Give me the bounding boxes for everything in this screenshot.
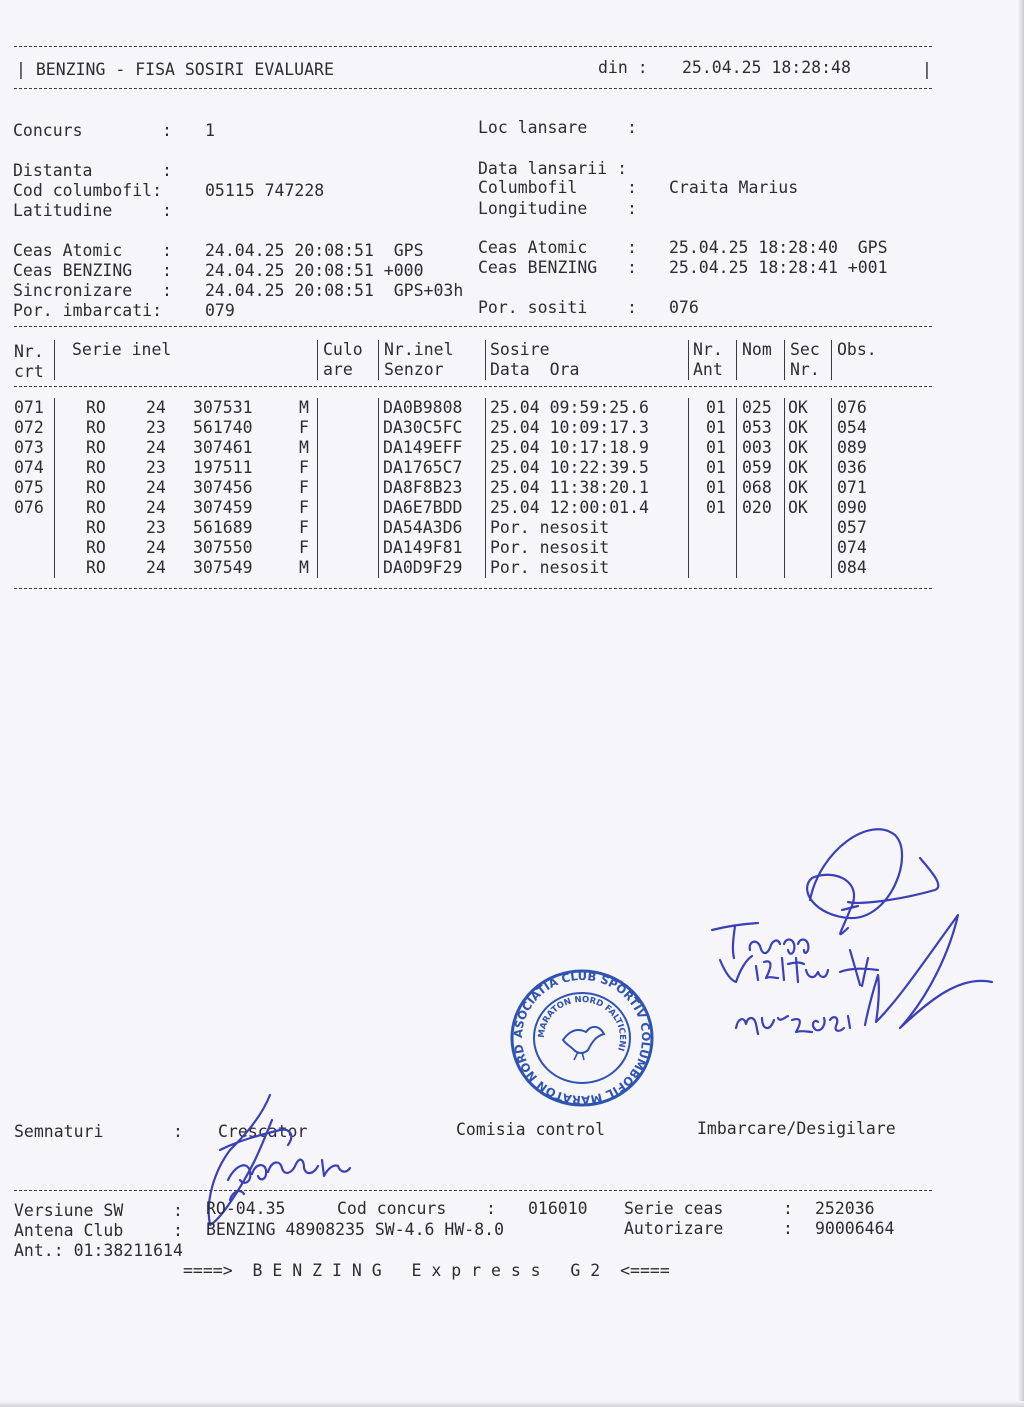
- cell-ant: 01: [706, 498, 726, 517]
- cell-year: 23: [146, 458, 166, 477]
- cell-ring: 307531: [193, 398, 253, 417]
- cell-sec: OK: [788, 398, 808, 417]
- cell-year: 24: [146, 398, 166, 417]
- date-label: din :: [598, 58, 648, 77]
- column-separator: [317, 340, 318, 380]
- col-nr-header: Nr.: [14, 342, 44, 361]
- info-value: 25.04.25 18:28:40 GPS: [669, 238, 888, 257]
- cell-nom: 068: [742, 478, 772, 497]
- cell-nr: 071: [14, 398, 44, 417]
- column-separator: [784, 340, 785, 380]
- paper-shadow-right: [1018, 0, 1024, 1407]
- cell-year: 24: [146, 558, 166, 577]
- cell-nr: 073: [14, 438, 44, 457]
- cell-sensor: DA30C5FC: [383, 418, 463, 437]
- cell-ring: 307549: [193, 558, 253, 577]
- cell-sec: OK: [788, 438, 808, 457]
- versiune-value: RO-04.35: [206, 1199, 286, 1218]
- autorizare-label: Autorizare :: [624, 1219, 793, 1238]
- cell-obs: 057: [837, 518, 867, 537]
- stamp-outer-text: ASOCIATIA CLUB SPORTIV COLUMBOFIL MARATON NORD * FALTICENI *: [503, 957, 654, 1108]
- column-separator: [485, 398, 486, 578]
- info-value: 24.04.25 20:08:51 GPS+03h: [205, 281, 464, 300]
- cell-sensor: DA149EFF: [383, 438, 463, 457]
- cell-year: 24: [146, 538, 166, 557]
- antenna-id: Ant.: 01:38211614: [14, 1241, 183, 1260]
- cell-sensor: DA6E7BDD: [383, 498, 463, 517]
- crescator-label: Crescator: [218, 1122, 308, 1141]
- cell-ring: 197511: [193, 458, 253, 477]
- info-label: Distanta :: [13, 161, 172, 180]
- serie-ceas-value: 252036: [815, 1199, 875, 1218]
- cell-country: RO: [86, 458, 106, 477]
- cell-year: 24: [146, 498, 166, 517]
- cell-arrival: Por. nesosit: [490, 518, 610, 537]
- cell-nr: 076: [14, 498, 44, 517]
- column-separator: [317, 398, 318, 578]
- info-value: Craita Marius: [669, 178, 799, 197]
- cell-obs: 071: [837, 478, 867, 497]
- report-title: | BENZING - FISA SOSIRI EVALUARE: [16, 60, 334, 79]
- cell-year: 23: [146, 418, 166, 437]
- column-separator: [54, 398, 55, 578]
- col-sosire-header: Sosire: [490, 340, 550, 359]
- cell-arrival: 25.04 10:17:18.9: [490, 438, 649, 457]
- cell-nr: 072: [14, 418, 44, 437]
- signatures-label: Semnaturi :: [14, 1122, 183, 1141]
- info-value: 076: [669, 298, 699, 317]
- col-obs-header: Obs.: [837, 340, 877, 359]
- info-label: Latitudine :: [13, 201, 172, 220]
- cell-sensor: DA1765C7: [383, 458, 463, 477]
- column-separator: [831, 340, 832, 380]
- cell-sex: F: [299, 478, 309, 497]
- divider: [14, 588, 932, 589]
- info-label: Longitudine :: [478, 199, 637, 218]
- cell-obs: 054: [837, 418, 867, 437]
- col-ant-header: Nr.: [693, 340, 723, 359]
- col-ant-header-2: Ant: [693, 360, 723, 379]
- info-label: Sincronizare :: [13, 281, 172, 300]
- cell-arrival: 25.04 12:00:01.4: [490, 498, 649, 517]
- column-separator: [485, 340, 486, 380]
- cell-ant: 01: [706, 418, 726, 437]
- cell-year: 23: [146, 518, 166, 537]
- imbarcare-label: Imbarcare/Desigilare: [697, 1119, 896, 1138]
- cell-obs: 089: [837, 438, 867, 457]
- cell-year: 24: [146, 438, 166, 457]
- cell-nom: 059: [742, 458, 772, 477]
- cell-country: RO: [86, 558, 106, 577]
- info-label: Ceas Atomic :: [478, 238, 637, 257]
- info-label: Columbofil :: [478, 178, 637, 197]
- cell-sensor: DA8F8B23: [383, 478, 463, 497]
- info-value: 1: [205, 121, 215, 140]
- column-separator: [688, 398, 689, 578]
- cell-year: 24: [146, 478, 166, 497]
- col-senzor-header: Nr.inel: [384, 340, 454, 359]
- divider: [14, 46, 932, 47]
- commission-signatures: [700, 810, 1000, 1060]
- col-sec-header-2: Nr.: [790, 360, 820, 379]
- cell-country: RO: [86, 498, 106, 517]
- cell-country: RO: [86, 538, 106, 557]
- cell-ant: 01: [706, 398, 726, 417]
- cod-concurs-label: Cod concurs :: [337, 1199, 496, 1218]
- cell-sex: F: [299, 538, 309, 557]
- cell-arrival: Por. nesosit: [490, 558, 610, 577]
- divider: [14, 326, 932, 327]
- cell-country: RO: [86, 438, 106, 457]
- cell-sex: F: [299, 418, 309, 437]
- cell-country: RO: [86, 518, 106, 537]
- antena-value: BENZING 48908235 SW-4.6 HW-8.0: [206, 1220, 505, 1239]
- cell-ring: 561740: [193, 418, 253, 437]
- column-separator: [378, 340, 379, 380]
- info-label: Ceas Atomic :: [13, 241, 172, 260]
- cell-sex: F: [299, 518, 309, 537]
- cell-arrival: 25.04 11:38:20.1: [490, 478, 649, 497]
- info-value: 05115 747228: [205, 181, 325, 200]
- cell-nom: 020: [742, 498, 772, 517]
- info-value: 24.04.25 20:08:51 +000: [205, 261, 424, 280]
- cell-sensor: DA0D9F29: [383, 558, 463, 577]
- cell-sensor: DA54A3D6: [383, 518, 463, 537]
- cell-sensor: DA0B9808: [383, 398, 463, 417]
- col-sec-header: Sec: [790, 340, 820, 359]
- benzing-banner: ====> B E N Z I N G E x p r e s s G 2 <====: [183, 1261, 670, 1280]
- cell-country: RO: [86, 418, 106, 437]
- cell-nom: 003: [742, 438, 772, 457]
- info-label: Data lansarii :: [478, 159, 628, 178]
- cell-country: RO: [86, 478, 106, 497]
- cell-sec: OK: [788, 478, 808, 497]
- cell-ant: 01: [706, 438, 726, 457]
- header-bar: |: [922, 60, 932, 79]
- cell-ant: 01: [706, 458, 726, 477]
- cell-arrival: 25.04 09:59:25.6: [490, 398, 649, 417]
- cell-obs: 074: [837, 538, 867, 557]
- cell-sex: M: [299, 558, 309, 577]
- cell-obs: 036: [837, 458, 867, 477]
- cell-nr: 075: [14, 478, 44, 497]
- column-separator: [831, 398, 832, 578]
- cell-ring: 307550: [193, 538, 253, 557]
- column-separator: [688, 340, 689, 380]
- antena-label: Antena Club :: [14, 1221, 183, 1240]
- info-value: 25.04.25 18:28:41 +001: [669, 258, 888, 277]
- col-senzor-header-2: Senzor: [384, 360, 444, 379]
- info-label: Por. sositi :: [478, 298, 637, 317]
- versiune-label: Versiune SW :: [14, 1201, 183, 1220]
- cell-nom: 053: [742, 418, 772, 437]
- column-separator: [784, 398, 785, 578]
- cell-nom: 025: [742, 398, 772, 417]
- cell-sex: F: [299, 498, 309, 517]
- cell-sec: OK: [788, 498, 808, 517]
- column-separator: [378, 398, 379, 578]
- cell-sex: F: [299, 458, 309, 477]
- cell-obs: 090: [837, 498, 867, 517]
- stamp-inner-text: MARATON NORD FALTICENI: [536, 994, 628, 1053]
- cell-sensor: DA149F81: [383, 538, 463, 557]
- cell-sec: OK: [788, 458, 808, 477]
- cell-ring: 307456: [193, 478, 253, 497]
- info-label: Ceas BENZING :: [13, 261, 172, 280]
- divider: [14, 386, 932, 387]
- cod-concurs-value: 016010: [528, 1199, 588, 1218]
- cell-ring: 307461: [193, 438, 253, 457]
- col-nom-header: Nom: [742, 340, 772, 359]
- report-date: 25.04.25 18:28:48: [682, 58, 851, 77]
- autorizare-value: 90006464: [815, 1219, 895, 1238]
- col-culoare-header-2: are: [323, 360, 353, 379]
- cell-ant: 01: [706, 478, 726, 497]
- info-label: Por. imbarcati:: [13, 301, 163, 320]
- cell-obs: 076: [837, 398, 867, 417]
- serie-ceas-label: Serie ceas :: [624, 1199, 793, 1218]
- cell-sec: OK: [788, 418, 808, 437]
- column-separator: [736, 340, 737, 380]
- column-separator: [736, 398, 737, 578]
- info-value: 24.04.25 20:08:51 GPS: [205, 241, 424, 260]
- cell-sex: M: [299, 438, 309, 457]
- cell-obs: 084: [837, 558, 867, 577]
- cell-ring: 307459: [193, 498, 253, 517]
- cell-ring: 561689: [193, 518, 253, 537]
- divider: [14, 88, 932, 89]
- cell-arrival: 25.04 10:09:17.3: [490, 418, 649, 437]
- comisia-label: Comisia control: [456, 1120, 606, 1139]
- cell-arrival: 25.04 10:22:39.5: [490, 458, 649, 477]
- col-serie-header: Serie inel: [72, 340, 172, 359]
- cell-arrival: Por. nesosit: [490, 538, 610, 557]
- cell-country: RO: [86, 398, 106, 417]
- club-stamp: [503, 957, 656, 1108]
- col-sosire-header-2: Data Ora: [490, 360, 580, 379]
- column-separator: [54, 340, 55, 380]
- info-label: Cod columbofil:: [13, 181, 163, 200]
- col-culoare-header: Culo: [323, 340, 363, 359]
- info-value: 079: [205, 301, 235, 320]
- info-label: Ceas BENZING :: [478, 258, 637, 277]
- info-label: Loc lansare :: [478, 118, 637, 137]
- col-nr-header-2: crt: [14, 362, 44, 381]
- paper-shadow-bottom: [0, 1401, 1024, 1407]
- divider: [14, 1190, 932, 1191]
- cell-nr: 074: [14, 458, 44, 477]
- info-label: Concurs :: [13, 121, 172, 140]
- cell-sex: M: [299, 398, 309, 417]
